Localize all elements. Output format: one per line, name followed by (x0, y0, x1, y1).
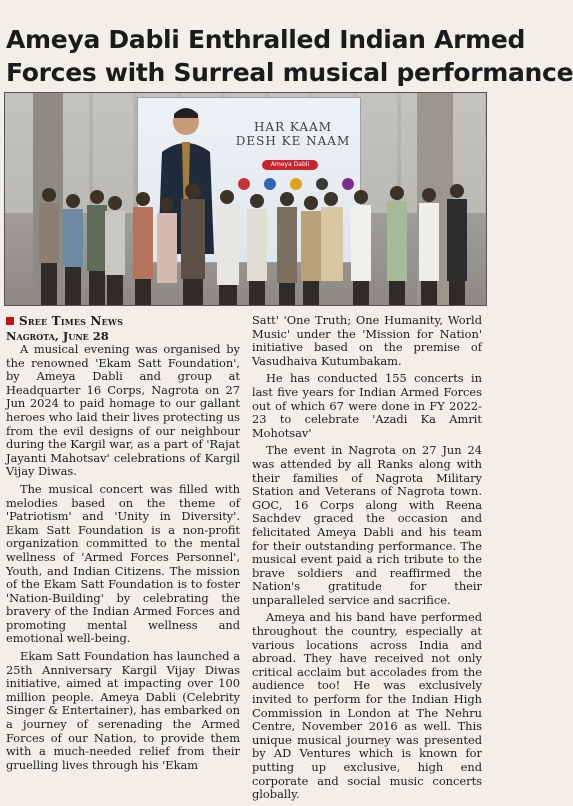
byline (6, 314, 240, 328)
headline-line-2: Forces with Surreal musical performance (6, 57, 573, 87)
right-column (252, 314, 482, 806)
group-of-people (5, 181, 486, 305)
banner-title-line-2: DESH KE NAAM (235, 134, 351, 148)
headline-line-1: Ameya Dabli Enthralled Indian Armed (6, 24, 526, 54)
banner-title (230, 120, 356, 148)
banner-badge: Ameya Dabli (262, 160, 318, 170)
article-headline (6, 23, 573, 89)
paragraph: Ekam Satt Foundation has launched a 25th Anniversary Kargil Vijay Diwas initiative, aimed at impacting over 100 million people. Ameya Dabli (Celebrity Singer & Entertainer), has embarked on a journey of serenading the Armed Forces of our Nation, to provide them with a much-needed relief from their gruelling lives through his 'Ekam (6, 649, 240, 772)
banner-title-line-1: HAR KAAM (253, 120, 333, 134)
person-figures (39, 183, 467, 305)
paragraph: A musical evening was organised by the renowned 'Ekam Satt Foundation', by Ameya Dabli and group at Headquarter 16 Corps, Nagrota on 27 Jun 2024 to paid homage to our gallant heroes who laid their lives protecting us from the evil designs of our neighbour during the Kargil war, as a part of 'Rajat Jayanti Mahotsav' celebrations of Kargil Vijay Diwas. (6, 342, 240, 479)
paragraph: He has conducted 155 concerts in last five years for Indian Armed Forces out of which 67 were done in FY 2022-23 to celebrate 'Azadi Ka Amrit Mohotsav' (252, 371, 482, 440)
event-photo (4, 92, 487, 306)
paragraph: Ameya and his band have performed throughout the country, especially at various locations across India and abroad. They have received not only critical acclaim but accolades from the audience too! He was exclusively invited to perform for the Indian High Commission in London at The Nehru Centre, November 2016 as well. This unique musical journey was presented by AD Ventures which is known for putting up exclusive, high end corporate and social music concerts globally. (252, 610, 482, 802)
left-column (6, 314, 240, 776)
dateline: Nagrota, June 28 (6, 329, 109, 343)
paragraph: The musical concert was filled with melodies based on the theme of 'Patriotism' and 'Unity in Diversity'. Ekam Satt Foundation is a non-profit organization committed to the mental wellness of 'Armed Forces Personnel', Youth, and Indian Citizens. The mission of the Ekam Satt Foundation is to foster 'Nation-Building' by celebrating the bravery of the Indian Armed Forces and promoting mental wellness and emotional well-being. (6, 481, 240, 646)
byline-text: Sree Times News (19, 314, 124, 328)
paragraph: The event in Nagrota on 27 Jun 24 was attended by all Ranks along with their families of Nagrota Military Station and Veterans of Nagrota town. GOC, 16 Corps along with Reena Sachdev graced the occasion and felicitated Ameya Dabli and his team for their outstanding performance. The musical event paid a rich tribute to the brave soldiers and reaffirmed the Nation's gratitude for their unparalleled service and sacrifice. (252, 443, 482, 607)
square-bullet-icon (6, 317, 14, 325)
paragraph-continued: Satt' 'One Truth; One Humanity, World Music' under the 'Mission for Nation' initiative based on the premise of Vasudhaiva Kutumbakam. (252, 313, 482, 368)
